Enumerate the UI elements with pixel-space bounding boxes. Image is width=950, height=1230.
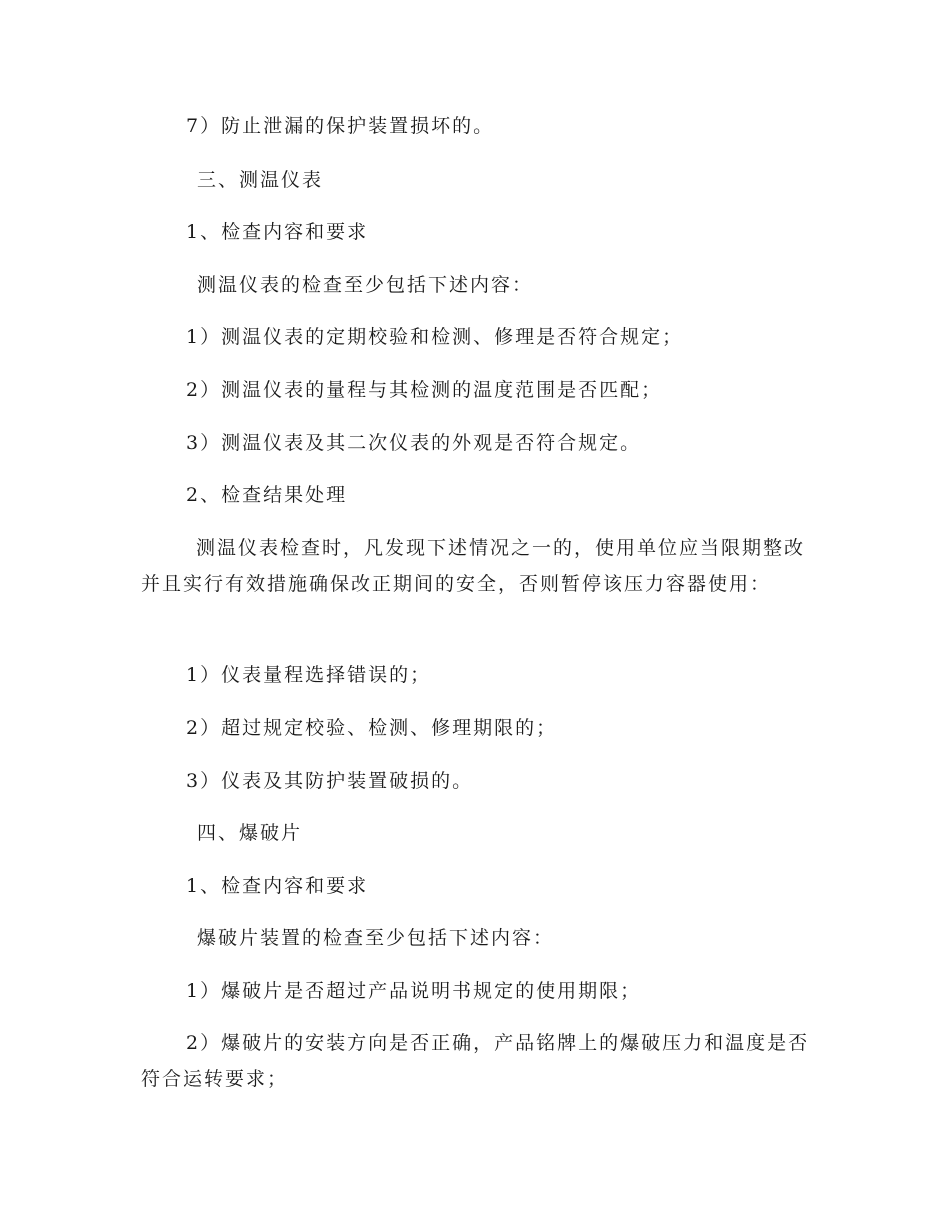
list-item-3: 3）测温仪表及其二次仪表的外观是否符合规定。 (186, 432, 642, 454)
subheading-inspection-content: 1、检查内容和要求 (186, 875, 369, 897)
paragraph-result-handling: 测温仪表检查时，凡发现下述情况之一的，使用单位应当限期整改并且实行有效措施确保改正期间的安全，否则暂停该压力容器使用： (141, 537, 806, 595)
subheading-result-handling: 2、检查结果处理 (186, 484, 348, 506)
paragraph-intro: 爆破片装置的检查至少包括下述内容： (197, 927, 555, 949)
list-item-1: 1）爆破片是否超过产品说明书规定的使用期限； (186, 980, 642, 1002)
list-item-3: 3）仪表及其防护装置破损的。 (186, 770, 474, 792)
section-heading-thermometer: 三、测温仪表 (197, 169, 324, 191)
list-item-1: 1）测温仪表的定期校验和检测、修理是否符合规定； (186, 326, 684, 348)
paragraph-intro: 测温仪表的检查至少包括下述内容： (197, 274, 534, 296)
list-item-2: 2）测温仪表的量程与其检测的温度范围是否匹配； (186, 379, 663, 401)
list-item-7: 7）防止泄漏的保护装置损坏的。 (186, 115, 495, 137)
list-item-1: 1）仪表量程选择错误的； (186, 664, 432, 686)
list-item-2-wrapped: 2）爆破片的安装方向是否正确，产品铭牌上的爆破压力和温度是否符合运转要求； (141, 1032, 810, 1090)
list-item-2: 2）超过规定校验、检测、修理期限的； (186, 717, 558, 739)
section-heading-rupture-disc: 四、爆破片 (197, 822, 303, 844)
subheading-inspection-content: 1、检查内容和要求 (186, 221, 369, 243)
